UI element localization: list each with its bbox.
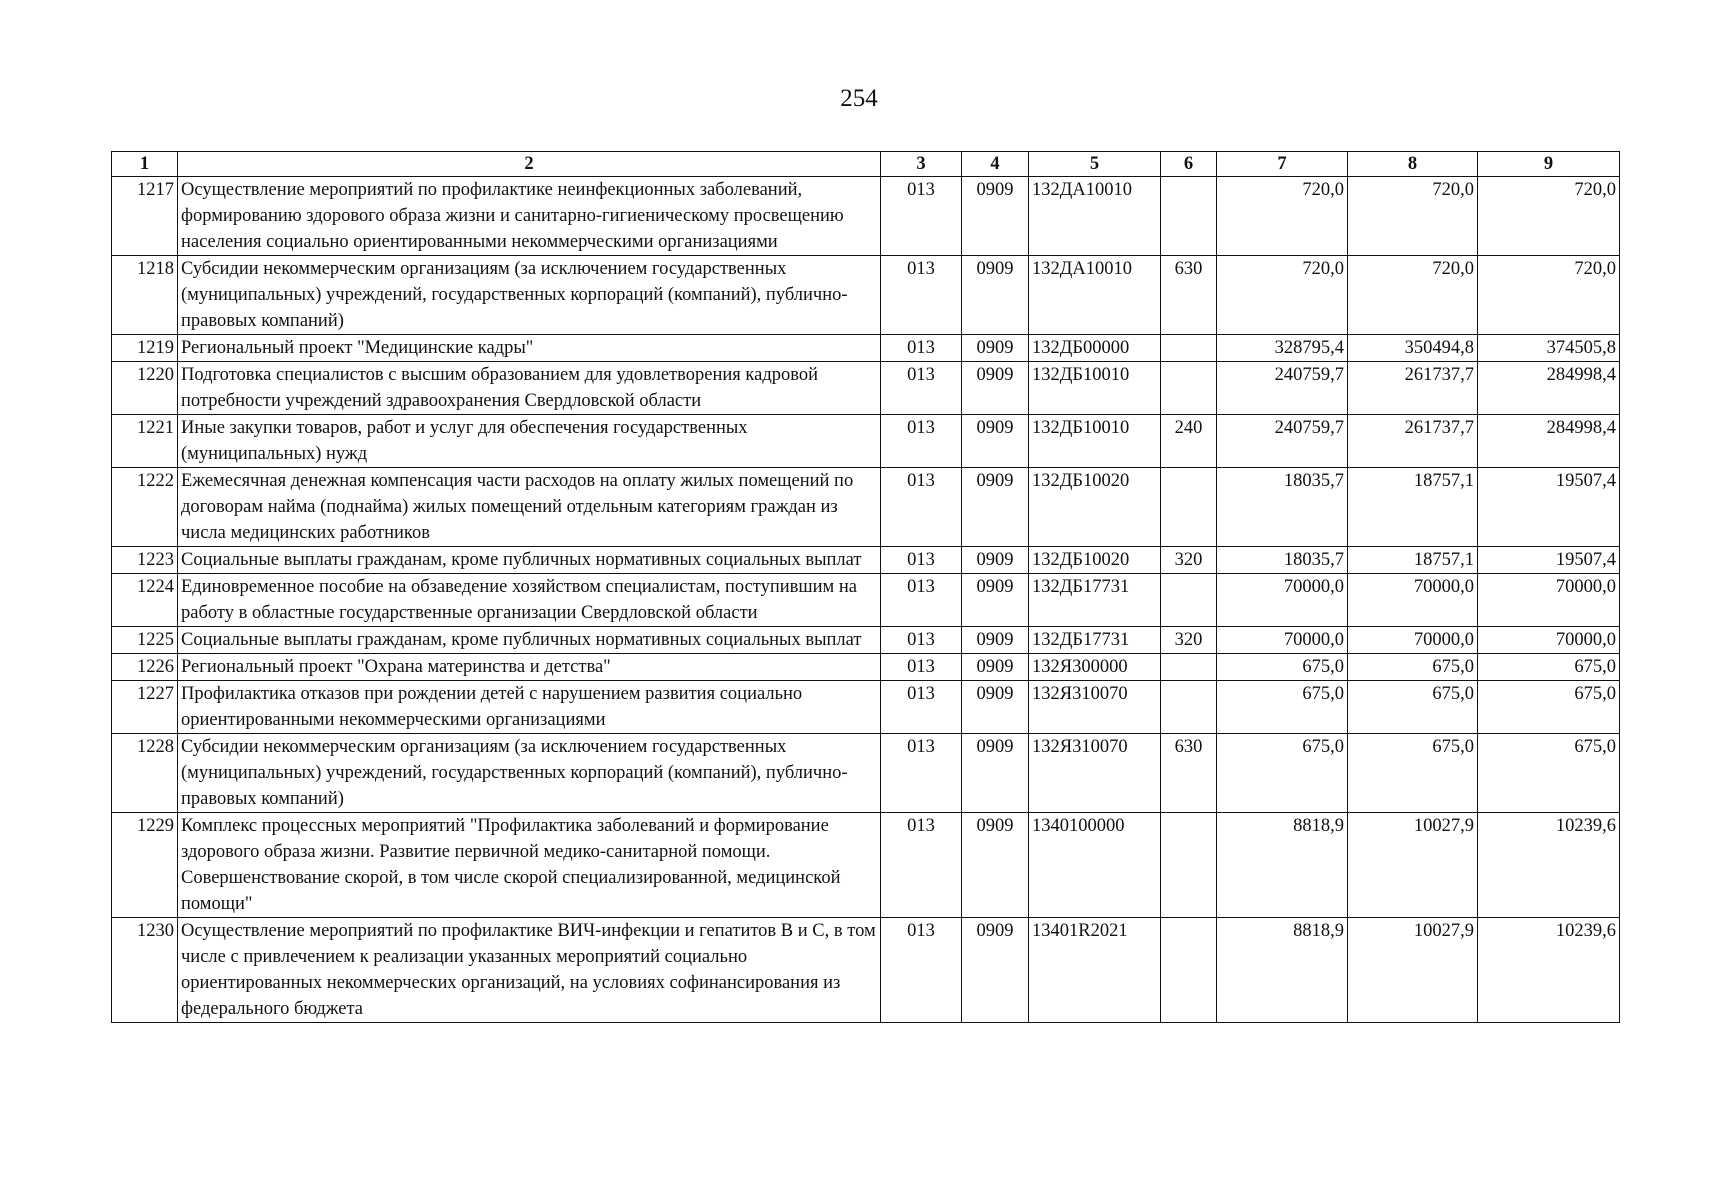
row-name: Ежемесячная денежная компенсация части расходов на оплату жилых помещений по договорам найма (поднайма) жилых помещений отдельным категориям граждан из числа медицинских работников xyxy=(178,468,881,547)
ministry-code: 013 xyxy=(881,681,962,734)
table-row xyxy=(112,362,1620,415)
row-name: Осуществление мероприятий по профилактике ВИЧ-инфекции и гепатитов В и С, в том числе с привлечением к реализации указанных мероприятий социально ориентированных некоммерческих организаций, на условиях софинансирования из федерального бюджета xyxy=(178,918,881,1023)
expense-type-code xyxy=(1161,813,1217,918)
row-name: Осуществление мероприятий по профилактике неинфекционных заболеваний, формированию здорового образа жизни и санитарно-гигиеническому просвещению населения социально ориентированными некоммерческими организациями xyxy=(178,177,881,256)
table-row xyxy=(112,547,1620,574)
amount-col-9: 10239,6 xyxy=(1478,918,1620,1023)
section-code: 0909 xyxy=(962,681,1029,734)
section-code: 0909 xyxy=(962,918,1029,1023)
table-row xyxy=(112,918,1620,1023)
amount-col-8: 720,0 xyxy=(1348,256,1478,335)
amount-col-9: 720,0 xyxy=(1478,256,1620,335)
target-article-code: 132ДБ10010 xyxy=(1029,362,1161,415)
amount-col-9: 374505,8 xyxy=(1478,335,1620,362)
expense-type-code xyxy=(1161,177,1217,256)
amount-col-7: 70000,0 xyxy=(1217,574,1348,627)
row-name: Подготовка специалистов с высшим образованием для удовлетворения кадровой потребности учреждений здравоохранения Свердловской области xyxy=(178,362,881,415)
amount-col-7: 720,0 xyxy=(1217,256,1348,335)
row-number: 1221 xyxy=(112,415,178,468)
amount-col-8: 10027,9 xyxy=(1348,813,1478,918)
amount-col-8: 675,0 xyxy=(1348,681,1478,734)
column-header: 9 xyxy=(1478,152,1620,177)
table-row xyxy=(112,734,1620,813)
row-number: 1229 xyxy=(112,813,178,918)
amount-col-8: 18757,1 xyxy=(1348,468,1478,547)
amount-col-9: 675,0 xyxy=(1478,654,1620,681)
target-article-code: 13401R2021 xyxy=(1029,918,1161,1023)
budget-table xyxy=(111,151,1620,1023)
section-code: 0909 xyxy=(962,734,1029,813)
table-row xyxy=(112,574,1620,627)
row-name: Единовременное пособие на обзаведение хозяйством специалистам, поступившим на работу в областные государственные организации Свердловской области xyxy=(178,574,881,627)
amount-col-9: 675,0 xyxy=(1478,681,1620,734)
amount-col-7: 675,0 xyxy=(1217,654,1348,681)
expense-type-code: 320 xyxy=(1161,627,1217,654)
target-article-code: 132ДБ10020 xyxy=(1029,468,1161,547)
column-header: 1 xyxy=(112,152,178,177)
section-code: 0909 xyxy=(962,177,1029,256)
section-code: 0909 xyxy=(962,335,1029,362)
table-row xyxy=(112,813,1620,918)
column-header: 5 xyxy=(1029,152,1161,177)
amount-col-8: 70000,0 xyxy=(1348,627,1478,654)
amount-col-8: 350494,8 xyxy=(1348,335,1478,362)
amount-col-8: 261737,7 xyxy=(1348,362,1478,415)
expense-type-code: 320 xyxy=(1161,547,1217,574)
target-article-code: 132Я310070 xyxy=(1029,734,1161,813)
target-article-code: 132Я310070 xyxy=(1029,681,1161,734)
row-name: Иные закупки товаров, работ и услуг для обеспечения государственных (муниципальных) нужд xyxy=(178,415,881,468)
row-number: 1227 xyxy=(112,681,178,734)
target-article-code: 132ДБ17731 xyxy=(1029,627,1161,654)
ministry-code: 013 xyxy=(881,654,962,681)
amount-col-7: 240759,7 xyxy=(1217,415,1348,468)
ministry-code: 013 xyxy=(881,574,962,627)
ministry-code: 013 xyxy=(881,468,962,547)
amount-col-7: 70000,0 xyxy=(1217,627,1348,654)
section-code: 0909 xyxy=(962,574,1029,627)
section-code: 0909 xyxy=(962,547,1029,574)
row-number: 1228 xyxy=(112,734,178,813)
table-body xyxy=(112,177,1620,1023)
ministry-code: 013 xyxy=(881,918,962,1023)
row-number: 1230 xyxy=(112,918,178,1023)
amount-col-9: 720,0 xyxy=(1478,177,1620,256)
amount-col-8: 675,0 xyxy=(1348,734,1478,813)
table-row xyxy=(112,177,1620,256)
row-number: 1218 xyxy=(112,256,178,335)
row-number: 1224 xyxy=(112,574,178,627)
target-article-code: 132ДБ17731 xyxy=(1029,574,1161,627)
row-name: Комплекс процессных мероприятий "Профилактика заболеваний и формирование здорового образа жизни. Развитие первичной медико-санитарной помощи. Совершенствование скорой, в том числе скорой специализированной, медицинской помощи" xyxy=(178,813,881,918)
section-code: 0909 xyxy=(962,415,1029,468)
column-header: 6 xyxy=(1161,152,1217,177)
target-article-code: 132ДА10010 xyxy=(1029,177,1161,256)
expense-type-code: 630 xyxy=(1161,734,1217,813)
section-code: 0909 xyxy=(962,362,1029,415)
amount-col-9: 70000,0 xyxy=(1478,574,1620,627)
amount-col-7: 675,0 xyxy=(1217,681,1348,734)
amount-col-8: 261737,7 xyxy=(1348,415,1478,468)
amount-col-7: 240759,7 xyxy=(1217,362,1348,415)
amount-col-7: 18035,7 xyxy=(1217,468,1348,547)
ministry-code: 013 xyxy=(881,547,962,574)
row-name: Региональный проект "Охрана материнства и детства" xyxy=(178,654,881,681)
row-number: 1225 xyxy=(112,627,178,654)
ministry-code: 013 xyxy=(881,734,962,813)
amount-col-7: 720,0 xyxy=(1217,177,1348,256)
target-article-code: 132ДБ10010 xyxy=(1029,415,1161,468)
row-number: 1220 xyxy=(112,362,178,415)
expense-type-code xyxy=(1161,335,1217,362)
target-article-code: 132ДБ00000 xyxy=(1029,335,1161,362)
amount-col-9: 10239,6 xyxy=(1478,813,1620,918)
ministry-code: 013 xyxy=(881,813,962,918)
expense-type-code xyxy=(1161,918,1217,1023)
table-row xyxy=(112,681,1620,734)
ministry-code: 013 xyxy=(881,256,962,335)
row-name: Профилактика отказов при рождении детей с нарушением развития социально ориентированными некоммерческими организациями xyxy=(178,681,881,734)
table-row xyxy=(112,468,1620,547)
row-name: Социальные выплаты гражданам, кроме публичных нормативных социальных выплат xyxy=(178,627,881,654)
ministry-code: 013 xyxy=(881,177,962,256)
column-header: 8 xyxy=(1348,152,1478,177)
page-number: 254 xyxy=(840,85,878,112)
table-row xyxy=(112,256,1620,335)
amount-col-7: 8818,9 xyxy=(1217,813,1348,918)
amount-col-7: 8818,9 xyxy=(1217,918,1348,1023)
amount-col-8: 18757,1 xyxy=(1348,547,1478,574)
row-name: Субсидии некоммерческим организациям (за исключением государственных (муниципальных) учреждений, государственных корпораций (компаний), публично-правовых компаний) xyxy=(178,256,881,335)
ministry-code: 013 xyxy=(881,415,962,468)
row-number: 1219 xyxy=(112,335,178,362)
amount-col-8: 70000,0 xyxy=(1348,574,1478,627)
expense-type-code: 240 xyxy=(1161,415,1217,468)
table-row xyxy=(112,627,1620,654)
row-name: Социальные выплаты гражданам, кроме публичных нормативных социальных выплат xyxy=(178,547,881,574)
amount-col-9: 19507,4 xyxy=(1478,547,1620,574)
column-header: 3 xyxy=(881,152,962,177)
ministry-code: 013 xyxy=(881,335,962,362)
amount-col-7: 328795,4 xyxy=(1217,335,1348,362)
target-article-code: 132ДА10010 xyxy=(1029,256,1161,335)
header-row xyxy=(112,152,1620,177)
section-code: 0909 xyxy=(962,256,1029,335)
section-code: 0909 xyxy=(962,627,1029,654)
amount-col-9: 19507,4 xyxy=(1478,468,1620,547)
expense-type-code xyxy=(1161,654,1217,681)
section-code: 0909 xyxy=(962,654,1029,681)
amount-col-7: 675,0 xyxy=(1217,734,1348,813)
expense-type-code xyxy=(1161,681,1217,734)
column-header: 4 xyxy=(962,152,1029,177)
amount-col-7: 18035,7 xyxy=(1217,547,1348,574)
row-number: 1226 xyxy=(112,654,178,681)
amount-col-8: 675,0 xyxy=(1348,654,1478,681)
section-code: 0909 xyxy=(962,468,1029,547)
amount-col-9: 675,0 xyxy=(1478,734,1620,813)
amount-col-9: 284998,4 xyxy=(1478,415,1620,468)
table-row xyxy=(112,654,1620,681)
target-article-code: 132Я300000 xyxy=(1029,654,1161,681)
row-number: 1222 xyxy=(112,468,178,547)
expense-type-code xyxy=(1161,362,1217,415)
table-row xyxy=(112,415,1620,468)
amount-col-8: 10027,9 xyxy=(1348,918,1478,1023)
expense-type-code xyxy=(1161,468,1217,547)
ministry-code: 013 xyxy=(881,362,962,415)
section-code: 0909 xyxy=(962,813,1029,918)
row-number: 1217 xyxy=(112,177,178,256)
row-name: Региональный проект "Медицинские кадры" xyxy=(178,335,881,362)
target-article-code: 132ДБ10020 xyxy=(1029,547,1161,574)
column-header: 7 xyxy=(1217,152,1348,177)
expense-type-code xyxy=(1161,574,1217,627)
row-number: 1223 xyxy=(112,547,178,574)
row-name: Субсидии некоммерческим организациям (за исключением государственных (муниципальных) учреждений, государственных корпораций (компаний), публично-правовых компаний) xyxy=(178,734,881,813)
amount-col-8: 720,0 xyxy=(1348,177,1478,256)
expense-type-code: 630 xyxy=(1161,256,1217,335)
column-header: 2 xyxy=(178,152,881,177)
amount-col-9: 70000,0 xyxy=(1478,627,1620,654)
table-row xyxy=(112,335,1620,362)
ministry-code: 013 xyxy=(881,627,962,654)
amount-col-9: 284998,4 xyxy=(1478,362,1620,415)
target-article-code: 1340100000 xyxy=(1029,813,1161,918)
